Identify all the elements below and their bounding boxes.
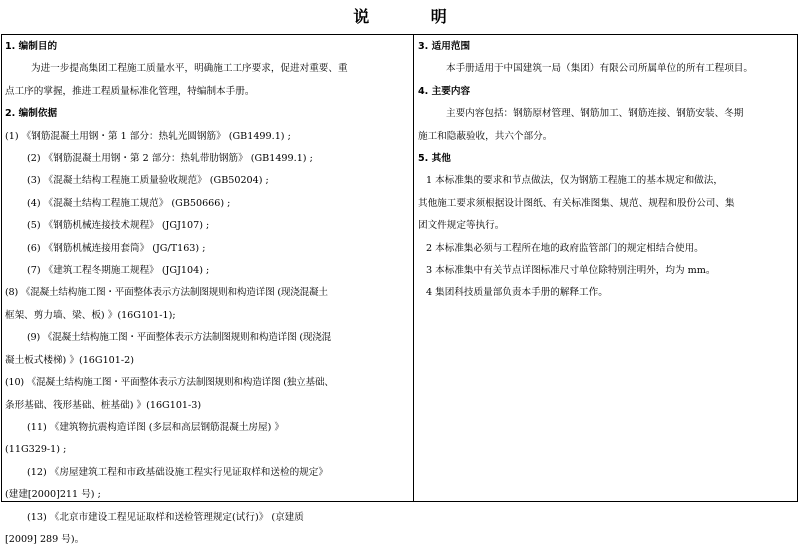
reference-3: (3) 《混凝土结构工程施工质量验收规范》 (GB50204) ; [27, 175, 269, 187]
other-item-3: 3 本标准集中有关节点详图标准尺寸单位除特别注明外，均为 mm。 [426, 265, 716, 277]
title-char-1: 说 [353, 7, 370, 26]
section-4-text-line-1: 主要内容包括：钢筋原材管理、钢筋加工、钢筋连接、钢筋安装、冬期 [446, 108, 744, 120]
reference-7: (7) 《建筑工程冬期施工规程》 (JGJ104) ; [27, 265, 210, 277]
reference-10-line-1: (10) 《混凝土结构施工图・平面整体表示方法制图规则和构造详图 (独立基础、 [5, 377, 334, 389]
other-item-1-line-3: 团文件规定等执行。 [418, 220, 505, 232]
section-2-heading: 2. 编制依据 [5, 108, 58, 120]
section-3-text: 本手册适用于中国建筑一局（集团）有限公司所属单位的所有工程项目。 [446, 63, 753, 75]
reference-6: (6) 《钢筋机械连接用套筒》 (JG/T163) ; [27, 242, 206, 254]
reference-12-line-1: (12) 《房屋建筑工程和市政基础设施工程实行见证取样和送检的规定》 [27, 466, 328, 478]
column-divider [413, 34, 414, 502]
other-item-4: 4 集团科技质量部负责本手册的解释工作。 [426, 287, 608, 299]
reference-12-line-2: (建建[2000]211 号) ; [5, 489, 101, 501]
section-3-heading: 3. 适用范围 [418, 41, 471, 52]
reference-11-line-1: (11) 《建筑物抗震构造详图 (多层和高层钢筋混凝土房屋) 》 [27, 421, 284, 433]
reference-9-line-1: (9) 《混凝土结构施工图・平面整体表示方法制图规则和构造详图 (现浇混 [27, 332, 332, 344]
section-1-heading: 1. 编制目的 [5, 41, 58, 52]
section-1-text-line-2: 点工序的掌握，推进工程质量标准化管理，特编制本手册。 [5, 85, 255, 97]
reference-1: (1) 《钢筋混凝土用钢・第 1 部分：热轧光圆钢筋》 (GB1499.1) ; [5, 130, 291, 142]
other-item-2: 2 本标准集必须与工程所在地的政府监管部门的规定相结合使用。 [426, 242, 704, 254]
page-title [0, 4, 800, 28]
section-5-heading: 5. 其他 [418, 153, 451, 165]
reference-13-line-1: (13) 《北京市建设工程见证取样和送检管理规定(试行)》 (京建质 [27, 511, 304, 523]
other-item-1-line-1: 1 本标准集的要求和节点做法，仅为钢筋工程施工的基本规定和做法， [426, 175, 723, 187]
right-column [418, 36, 796, 305]
reference-8-line-2: 框架、剪力墙、梁、板) 》(16G101-1); [5, 309, 176, 321]
reference-10-line-2: 条形基础、筏形基础、桩基础) 》(16G101-3) [5, 399, 202, 411]
reference-9-line-2: 凝土板式楼梯) 》(16G101-2) [5, 354, 134, 366]
section-4-text-line-2: 施工和隐蔽验收，共六个部分。 [418, 130, 553, 142]
reference-5: (5) 《钢筋机械连接技术规程》 (JGJ107) ; [27, 220, 210, 232]
reference-13-line-2: [2009] 289 号)。 [5, 533, 85, 545]
section-1-text-line-1: 为进一步提高集团工程施工质量水平，明确施工工序要求，促进对重要、重 [31, 63, 348, 75]
reference-11-line-2: (11G329-1) ; [5, 444, 67, 456]
title-char-2: 明 [430, 7, 447, 26]
reference-2: (2) 《钢筋混凝土用钢・第 2 部分：热轧带肋钢筋》 (GB1499.1) ; [27, 153, 313, 165]
reference-8-line-1: (8) 《混凝土结构施工图・平面整体表示方法制图规则和构造详图 (现浇混凝土 [5, 287, 328, 299]
reference-4: (4) 《混凝土结构工程施工规范》 (GB50666) ; [27, 197, 231, 209]
other-item-1-line-2: 其他施工要求须根据设计图纸、有关标准图集、规范、规程和股份公司、集 [418, 197, 735, 209]
section-4-heading: 4. 主要内容 [418, 85, 471, 97]
left-column [5, 36, 410, 551]
